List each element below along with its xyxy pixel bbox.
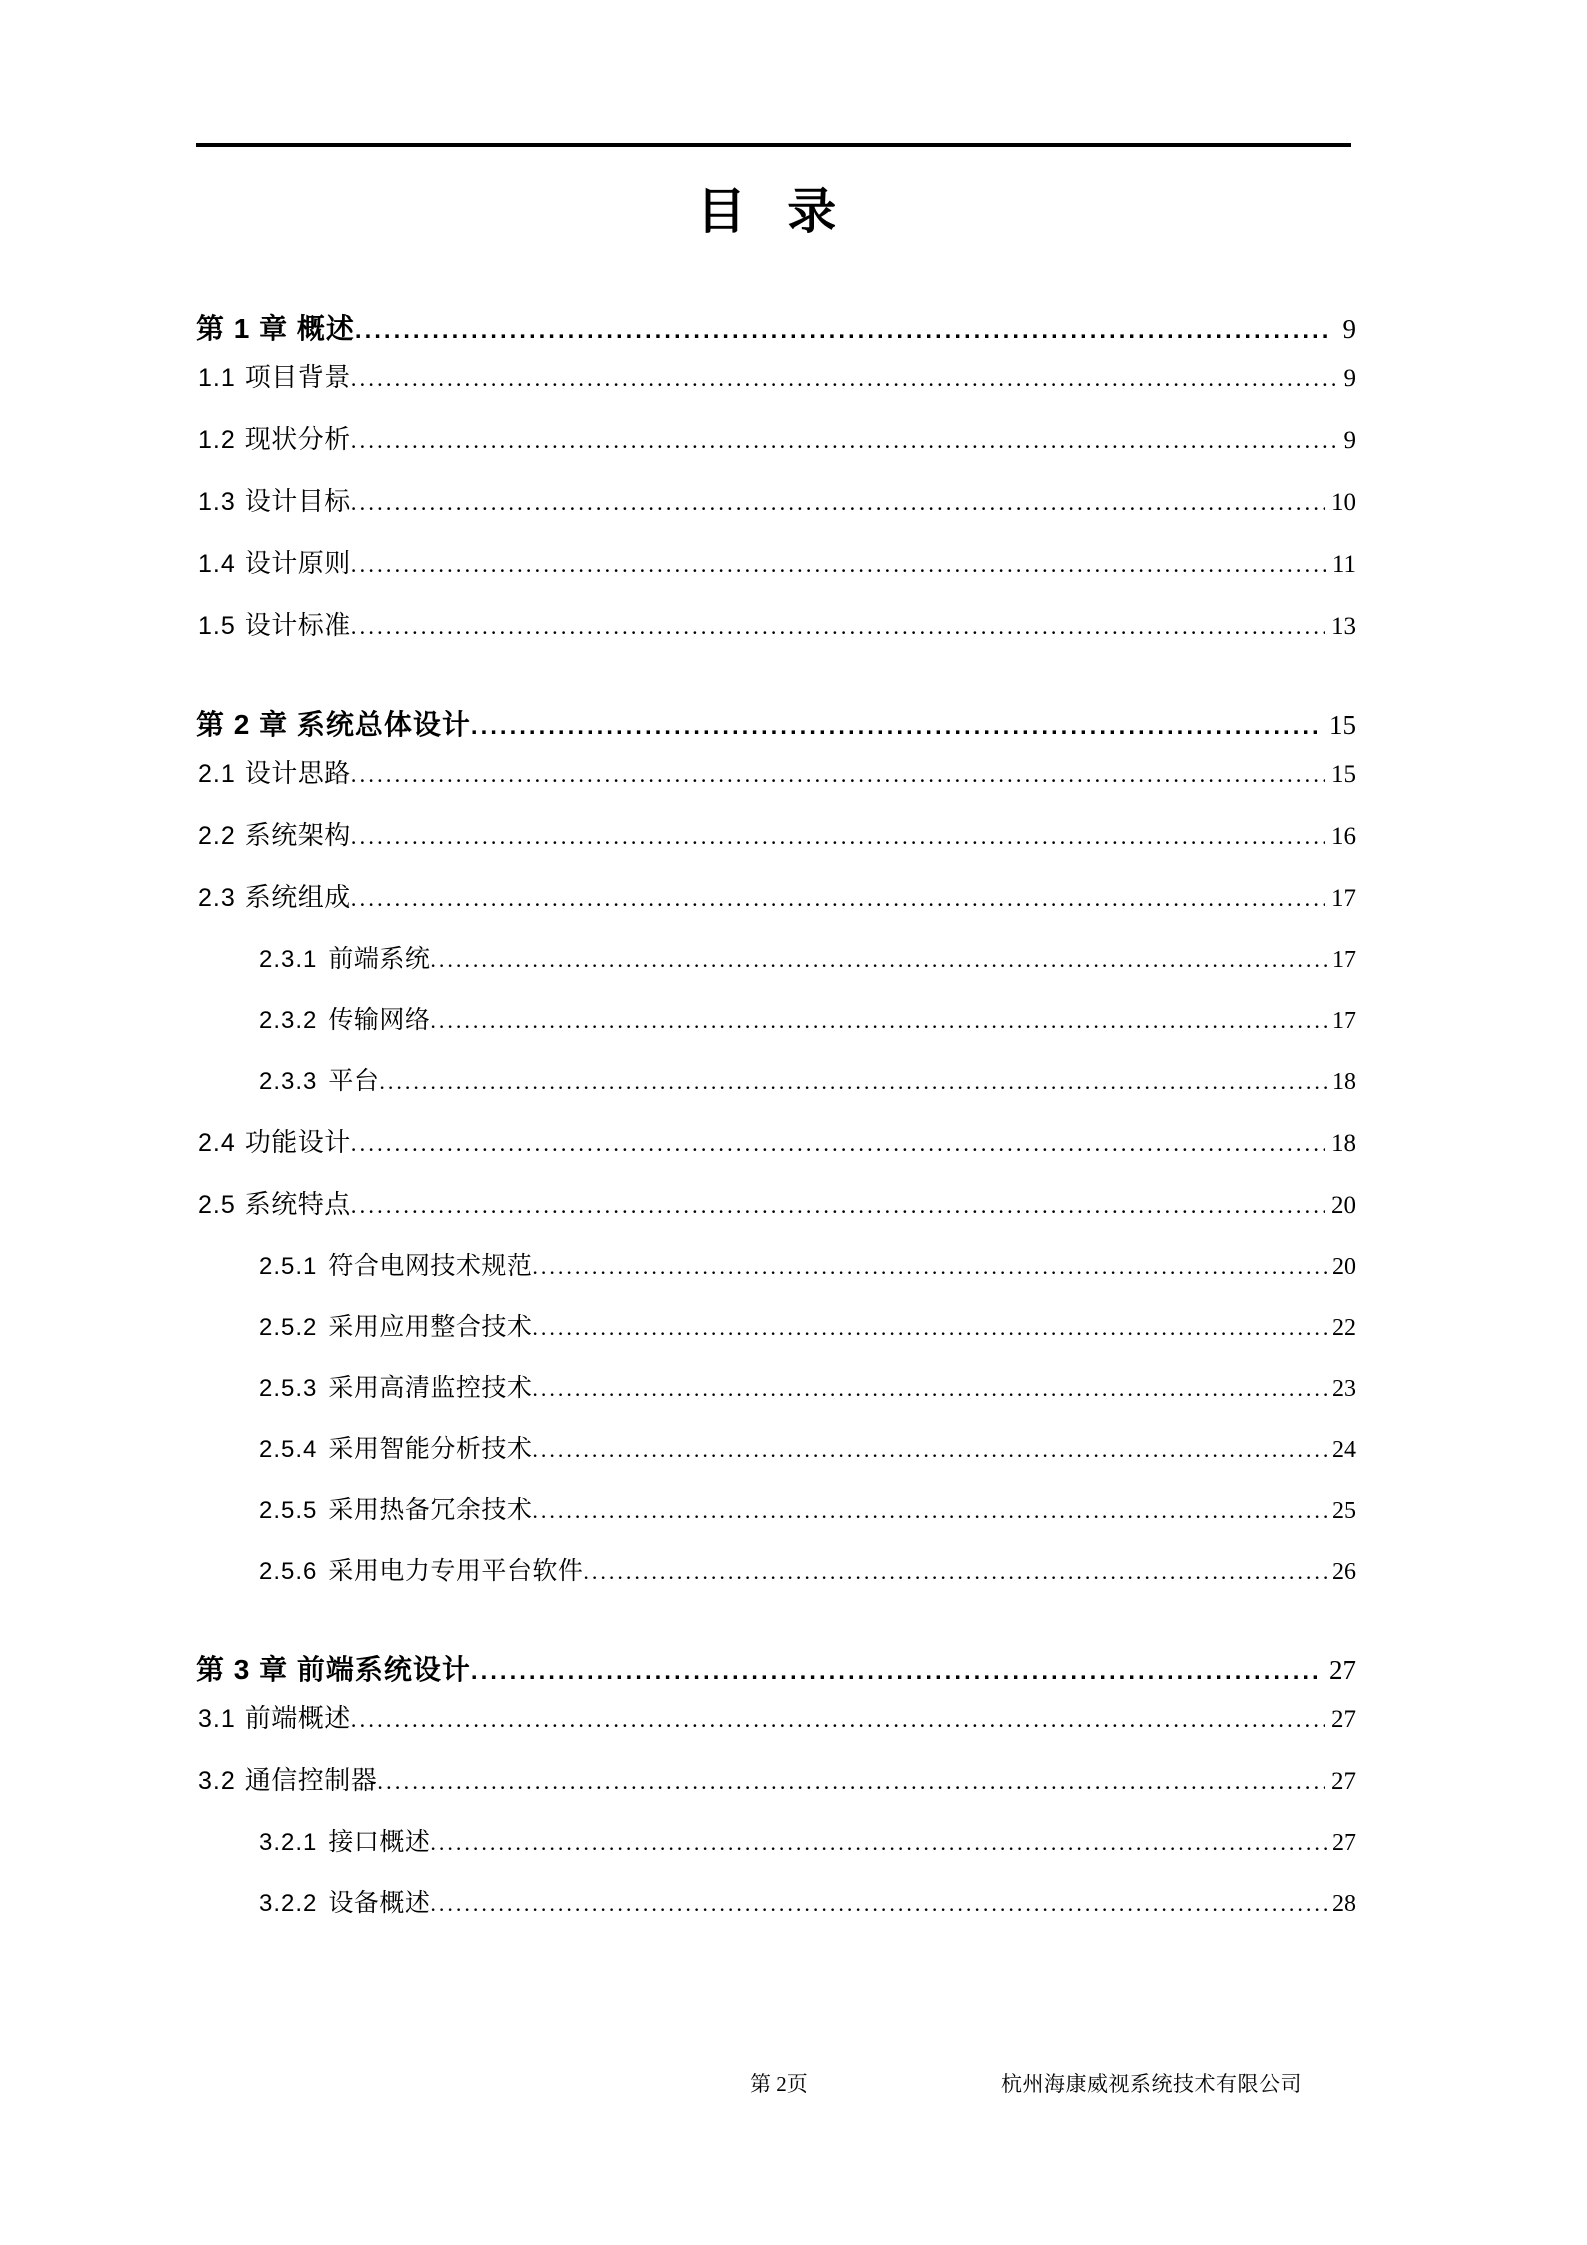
toc-entry[interactable] <box>196 753 1356 815</box>
page-title: 目 录 <box>696 185 851 239</box>
toc-leader-dots <box>351 821 1325 851</box>
toc-entry[interactable] <box>196 681 1356 753</box>
toc-entry[interactable] <box>196 1626 1356 1698</box>
toc-leader-dots <box>532 1314 1330 1342</box>
toc-entry-page-number: 27 <box>1332 1830 1356 1856</box>
toc-entry-page-number: 23 <box>1332 1376 1356 1402</box>
toc-entry-number: 2.5.3 <box>259 1375 318 1402</box>
toc-entry-page-number: 18 <box>1332 1069 1356 1095</box>
toc-leader-dots <box>532 1497 1330 1525</box>
toc-entry[interactable] <box>196 481 1356 543</box>
toc-entry-number: 2.5.5 <box>259 1497 318 1524</box>
toc-entry[interactable] <box>196 877 1356 939</box>
toc-entry-number: 2.5.2 <box>259 1314 318 1341</box>
toc-entry-label <box>259 1551 583 1587</box>
toc-entry-number: 1.4 <box>198 550 236 578</box>
toc-entry-number: 1.1 <box>198 364 236 392</box>
toc-leader-dots <box>532 1375 1330 1403</box>
toc-entry-title: 系统特点 <box>244 1190 351 1219</box>
toc-entry-label <box>259 1883 430 1919</box>
toc-leader-dots <box>532 1253 1330 1281</box>
toc-entry-label <box>198 357 351 394</box>
toc-entry-label <box>259 939 430 975</box>
toc-entry-label <box>198 419 351 456</box>
toc-entry-number: 3.1 <box>198 1705 236 1733</box>
toc-entry[interactable] <box>196 1429 1356 1490</box>
toc-entry[interactable] <box>196 1184 1356 1246</box>
toc-entry-label <box>259 1061 379 1097</box>
toc-entry[interactable] <box>196 1760 1356 1822</box>
toc-leader-dots <box>355 313 1333 345</box>
toc-entry[interactable] <box>196 605 1356 667</box>
toc-entry[interactable] <box>196 1551 1356 1612</box>
toc-entry-label <box>259 1307 532 1343</box>
toc-entry-page-number: 25 <box>1332 1498 1356 1524</box>
toc-entry-title: 设计标准 <box>244 611 351 640</box>
toc-leader-dots <box>583 1558 1330 1586</box>
toc-entry-title: 设备概述 <box>328 1890 431 1917</box>
toc-entry[interactable] <box>196 1822 1356 1883</box>
toc-entry-page-number: 17 <box>1331 885 1356 912</box>
toc-entry-page-number: 10 <box>1331 489 1356 516</box>
toc-entry-title: 现状分析 <box>244 425 351 454</box>
toc-entry[interactable] <box>196 1368 1356 1429</box>
toc-entry-page-number: 27 <box>1329 1655 1356 1685</box>
toc-leader-dots <box>351 1704 1325 1734</box>
toc-entry-label <box>198 1760 377 1797</box>
toc-entry-page-number: 26 <box>1332 1559 1356 1585</box>
toc-entry-title: 设计目标 <box>244 487 351 516</box>
toc-entry[interactable] <box>196 419 1356 481</box>
toc-entry[interactable] <box>196 357 1356 419</box>
toc-entry[interactable] <box>196 1698 1356 1760</box>
toc-entry-label <box>259 1822 430 1858</box>
toc-entry[interactable] <box>196 1883 1356 1944</box>
toc-leader-dots <box>351 883 1325 913</box>
toc-entry[interactable] <box>196 1246 1356 1307</box>
toc-entry-label <box>259 1368 532 1404</box>
toc-entry-label: 第 3 章 前端系统设计 <box>196 1654 471 1685</box>
toc-entry-label <box>198 1698 351 1735</box>
toc-entry-page-number: 28 <box>1332 1891 1356 1917</box>
toc-leader-dots <box>377 1766 1325 1796</box>
toc-entry-page-number: 22 <box>1332 1315 1356 1341</box>
toc-entry-number: 2.5.1 <box>259 1253 318 1280</box>
toc-entry-page-number: 11 <box>1331 551 1356 578</box>
toc-leader-dots <box>532 1436 1330 1464</box>
toc-entry-title: 采用热备冗余技术 <box>328 1497 533 1524</box>
toc-entry-label <box>259 1246 532 1282</box>
toc-entry-number: 1.3 <box>198 488 236 516</box>
toc-entry-title: 功能设计 <box>244 1128 351 1157</box>
toc-entry-number: 2.4 <box>198 1129 236 1157</box>
toc-entry-number: 2.3.1 <box>259 946 318 973</box>
toc-leader-dots <box>471 1654 1319 1686</box>
toc-entry-title: 前端系统 <box>328 946 431 973</box>
toc-leader-dots <box>430 1890 1330 1918</box>
toc-entry-number: 2.3.2 <box>259 1007 318 1034</box>
toc-entry-number: 2.2 <box>198 822 236 850</box>
footer-page-number: 第 2页 <box>750 2072 808 2096</box>
toc-entry-number: 1.5 <box>198 612 236 640</box>
toc-leader-dots <box>351 425 1338 455</box>
toc-entry-title: 设计思路 <box>244 759 351 788</box>
toc-entry-title: 符合电网技术规范 <box>328 1253 533 1280</box>
toc-entry[interactable] <box>196 1000 1356 1061</box>
toc-leader-dots <box>351 487 1325 517</box>
toc-entry[interactable] <box>196 1061 1356 1122</box>
toc-entry-number: 3.2.1 <box>259 1829 318 1856</box>
toc-entry-title: 采用智能分析技术 <box>328 1436 533 1463</box>
toc-leader-dots <box>351 1190 1325 1220</box>
toc-entry-title: 系统组成 <box>244 883 351 912</box>
toc-leader-dots <box>379 1068 1330 1096</box>
toc-entry-label <box>198 753 351 790</box>
toc-entry-page-number: 20 <box>1331 1192 1356 1219</box>
toc-entry[interactable] <box>196 543 1356 605</box>
toc-entry[interactable] <box>196 939 1356 1000</box>
toc-entry-title: 传输网络 <box>328 1007 431 1034</box>
toc-entry-page-number: 9 <box>1343 365 1356 392</box>
toc-entry[interactable] <box>196 1307 1356 1368</box>
toc-entry-page-number: 20 <box>1332 1254 1356 1280</box>
toc-leader-dots <box>430 946 1330 974</box>
toc-entry-label <box>198 1122 351 1159</box>
toc-entry-title: 项目背景 <box>244 363 351 392</box>
toc-entry[interactable] <box>196 285 1356 357</box>
toc-entry-label <box>198 481 351 518</box>
toc-entry-page-number: 27 <box>1331 1768 1356 1795</box>
toc-entry-title: 采用电力专用平台软件 <box>328 1558 584 1585</box>
toc-entry-label <box>259 1490 532 1526</box>
toc-entry-number: 1.2 <box>198 426 236 454</box>
toc-entry-label: 第 2 章 系统总体设计 <box>196 709 471 740</box>
toc-entry-label <box>198 605 351 642</box>
toc-entry[interactable] <box>196 815 1356 877</box>
toc-leader-dots <box>430 1829 1330 1857</box>
toc-leader-dots <box>351 363 1338 393</box>
header-rule <box>196 143 1351 147</box>
toc-entry-page-number: 27 <box>1331 1706 1356 1733</box>
toc-entry-label <box>198 877 351 914</box>
toc-leader-dots <box>351 549 1326 579</box>
toc-entry-title: 通信控制器 <box>244 1766 378 1795</box>
toc-entry-label <box>198 1184 351 1221</box>
toc-entry-number: 2.3.3 <box>259 1068 318 1095</box>
footer-company-name: 杭州海康威视系统技术有限公司 <box>1001 2072 1302 2096</box>
toc-entry-page-number: 9 <box>1343 427 1356 454</box>
toc-entry-page-number: 13 <box>1331 613 1356 640</box>
toc-entry-page-number: 15 <box>1331 761 1356 788</box>
toc-leader-dots <box>471 709 1319 741</box>
toc-entry-number: 3.2.2 <box>259 1890 318 1917</box>
toc-entry-number: 2.3 <box>198 884 236 912</box>
toc-entry-number: 2.5.4 <box>259 1436 318 1463</box>
toc-entry-number: 2.1 <box>198 760 236 788</box>
toc-leader-dots <box>351 611 1325 641</box>
toc-entry-label <box>259 1000 430 1036</box>
toc-entry-label <box>259 1429 532 1465</box>
toc-entry-title: 前端概述 <box>244 1704 351 1733</box>
toc-entry-title: 采用高清监控技术 <box>328 1375 533 1402</box>
toc-entry-title: 设计原则 <box>244 549 351 578</box>
toc-entry[interactable] <box>196 1122 1356 1184</box>
toc-entry-number: 2.5.6 <box>259 1558 318 1585</box>
toc-entry-number: 2.5 <box>198 1191 236 1219</box>
toc-entry-page-number: 16 <box>1331 823 1356 850</box>
toc-entry-label: 第 1 章 概述 <box>196 313 355 344</box>
toc-entry-title: 平台 <box>328 1068 380 1095</box>
toc-entry-page-number: 9 <box>1342 314 1356 344</box>
toc-leader-dots <box>351 759 1325 789</box>
toc-leader-dots <box>430 1007 1330 1035</box>
toc-entry-title: 系统架构 <box>244 821 351 850</box>
page-footer <box>196 2068 1351 2108</box>
toc-entry-number: 3.2 <box>198 1767 236 1795</box>
toc-entry-title: 采用应用整合技术 <box>328 1314 533 1341</box>
toc-entry-title: 接口概述 <box>328 1829 431 1856</box>
toc-entry-page-number: 17 <box>1332 1008 1356 1034</box>
table-of-contents <box>196 285 1356 1944</box>
toc-entry-label <box>198 815 351 852</box>
toc-entry[interactable] <box>196 1490 1356 1551</box>
toc-entry-page-number: 17 <box>1332 947 1356 973</box>
toc-leader-dots <box>351 1128 1325 1158</box>
toc-entry-page-number: 18 <box>1331 1130 1356 1157</box>
toc-entry-page-number: 15 <box>1329 710 1356 740</box>
toc-entry-label <box>198 543 351 580</box>
toc-entry-page-number: 24 <box>1332 1437 1356 1463</box>
